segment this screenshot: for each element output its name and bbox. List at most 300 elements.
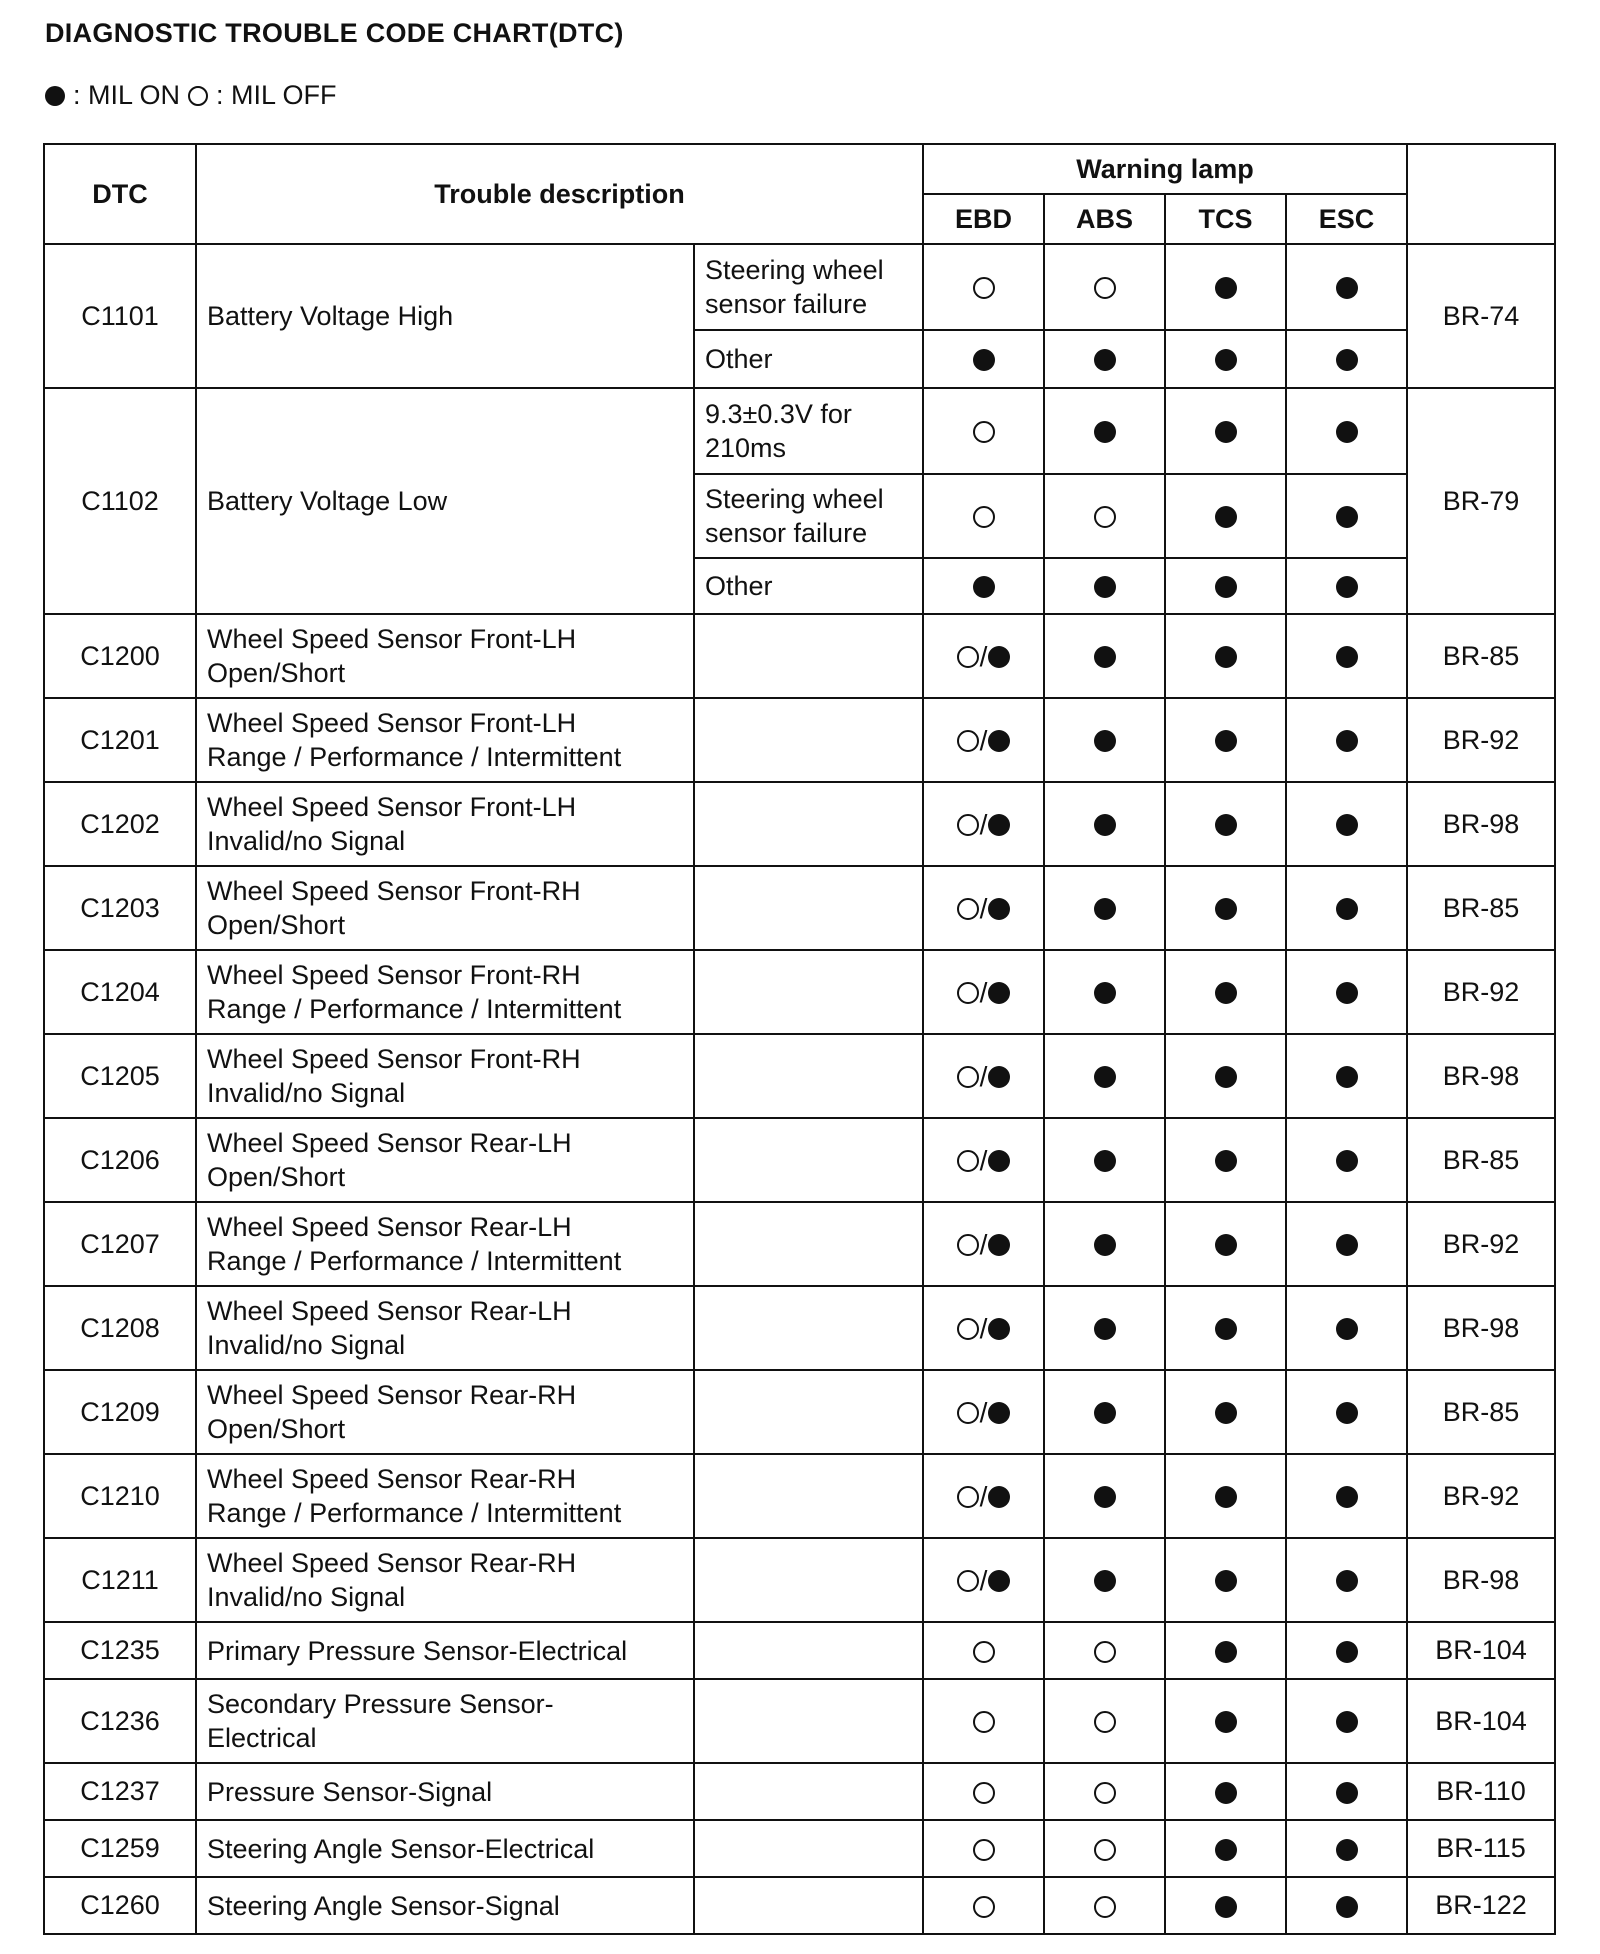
filled-circle-icon xyxy=(1094,730,1116,752)
lamp-cell-ebd xyxy=(923,614,1044,698)
description-line: Invalid/no Signal xyxy=(207,1582,406,1612)
page-reference: BR-98 xyxy=(1407,1286,1555,1370)
lamp-cell-tcs xyxy=(1165,474,1286,558)
lamp-status xyxy=(1215,1066,1237,1088)
lamp-status xyxy=(1215,1150,1237,1172)
lamp-cell-ebd xyxy=(923,1118,1044,1202)
lamp-status xyxy=(1215,1782,1237,1804)
trouble-description: Battery Voltage Low xyxy=(196,388,694,614)
lamp-cell-ebd xyxy=(923,698,1044,782)
lamp-status xyxy=(1094,1402,1116,1424)
filled-circle-icon xyxy=(988,1570,1010,1592)
lamp-cell-abs xyxy=(1044,1118,1165,1202)
lamp-cell-tcs xyxy=(1165,1679,1286,1763)
filled-circle-icon xyxy=(1094,1570,1116,1592)
trouble-condition xyxy=(694,1034,923,1118)
header-lamp-tcs: TCS xyxy=(1165,194,1286,244)
dtc-code: C1205 xyxy=(44,1034,196,1118)
lamp-status xyxy=(1336,814,1358,836)
page-reference: BR-110 xyxy=(1407,1763,1555,1820)
lamp-cell-abs xyxy=(1044,1370,1165,1454)
lamp-cell-ebd xyxy=(923,1454,1044,1538)
lamp-status xyxy=(1215,576,1237,598)
trouble-condition xyxy=(694,1370,923,1454)
filled-circle-icon xyxy=(988,1234,1010,1256)
description-line: Steering Angle Sensor-Electrical xyxy=(207,1833,595,1864)
lamp-cell-esc xyxy=(1286,1622,1407,1679)
trouble-condition: 9.3±0.3V for 210ms xyxy=(694,388,923,474)
legend-on-label: : MIL ON xyxy=(73,80,181,110)
filled-circle-icon xyxy=(1336,349,1358,371)
filled-circle-icon xyxy=(1215,898,1237,920)
lamp-status xyxy=(1094,1839,1116,1861)
page-reference: BR-104 xyxy=(1407,1679,1555,1763)
filled-circle-icon xyxy=(1336,277,1358,299)
lamp-status xyxy=(1094,982,1116,1004)
lamp-status xyxy=(1094,646,1116,668)
filled-circle-icon xyxy=(1094,421,1116,443)
lamp-status xyxy=(1336,421,1358,443)
lamp-cell-ebd xyxy=(923,1622,1044,1679)
lamp-cell-esc xyxy=(1286,866,1407,950)
table-row xyxy=(44,1538,1555,1622)
lamp-status xyxy=(1336,277,1358,299)
lamp-status xyxy=(1215,1839,1237,1861)
lamp-cell-esc xyxy=(1286,1286,1407,1370)
filled-circle-icon xyxy=(1336,1402,1358,1424)
table-row xyxy=(44,1286,1555,1370)
lamp-cell-esc xyxy=(1286,1538,1407,1622)
lamp-cell-ebd xyxy=(923,1877,1044,1934)
filled-circle-icon xyxy=(1094,1318,1116,1340)
description-line: Range / Performance / Intermittent xyxy=(207,994,622,1024)
filled-circle-icon xyxy=(1215,1402,1237,1424)
trouble-description xyxy=(196,1034,694,1118)
lamp-status xyxy=(1336,1570,1358,1592)
page-reference: BR-79 xyxy=(1407,388,1555,614)
table-row xyxy=(44,388,1555,474)
lamp-status xyxy=(1336,1066,1358,1088)
dtc-code: C1259 xyxy=(44,1820,196,1877)
trouble-description xyxy=(196,1622,694,1679)
lamp-cell-tcs xyxy=(1165,782,1286,866)
trouble-description: Battery Voltage High xyxy=(196,244,694,388)
trouble-condition xyxy=(694,1118,923,1202)
filled-circle-icon xyxy=(1215,982,1237,1004)
lamp-cell-tcs xyxy=(1165,388,1286,474)
filled-circle-icon xyxy=(1215,1150,1237,1172)
legend xyxy=(45,80,337,111)
lamp-cell-abs xyxy=(1044,244,1165,330)
lamp-status xyxy=(973,1896,995,1918)
lamp-cell-abs xyxy=(1044,1202,1165,1286)
open-circle-icon xyxy=(957,1570,979,1592)
slash-glyph: / xyxy=(979,1397,988,1429)
lamp-status xyxy=(1215,349,1237,371)
lamp-cell-tcs xyxy=(1165,614,1286,698)
lamp-cell-esc xyxy=(1286,1679,1407,1763)
lamp-cell-abs xyxy=(1044,866,1165,950)
page-reference: BR-74 xyxy=(1407,244,1555,388)
lamp-status xyxy=(1336,1641,1358,1663)
table-body xyxy=(44,244,1555,1934)
dtc-code: C1260 xyxy=(44,1877,196,1934)
description-line: Wheel Speed Sensor Rear-RH xyxy=(207,1380,577,1410)
trouble-condition xyxy=(694,1622,923,1679)
dtc-code: C1211 xyxy=(44,1538,196,1622)
filled-circle-icon xyxy=(1215,730,1237,752)
open-circle-icon xyxy=(973,1641,995,1663)
lamp-status xyxy=(1094,1486,1116,1508)
lamp-cell-esc xyxy=(1286,1118,1407,1202)
lamp-cell-tcs xyxy=(1165,1034,1286,1118)
page-reference: BR-92 xyxy=(1407,1454,1555,1538)
page-reference: BR-115 xyxy=(1407,1820,1555,1877)
description-line: Wheel Speed Sensor Rear-LH xyxy=(207,1128,572,1158)
trouble-condition xyxy=(694,1286,923,1370)
dtc-code: C1203 xyxy=(44,866,196,950)
lamp-cell-abs xyxy=(1044,1763,1165,1820)
lamp-cell-ebd xyxy=(923,1820,1044,1877)
table-row xyxy=(44,1454,1555,1538)
filled-circle-icon xyxy=(1336,1782,1358,1804)
trouble-condition xyxy=(694,866,923,950)
lamp-cell-tcs xyxy=(1165,1622,1286,1679)
open-circle-icon xyxy=(973,1839,995,1861)
lamp-status xyxy=(1094,1150,1116,1172)
open-circle-icon xyxy=(973,1782,995,1804)
description-line: Wheel Speed Sensor Rear-RH xyxy=(207,1548,577,1578)
filled-circle-icon xyxy=(1336,646,1358,668)
table-row xyxy=(44,1877,1555,1934)
filled-circle-icon xyxy=(1094,1066,1116,1088)
trouble-description xyxy=(196,1286,694,1370)
trouble-description xyxy=(196,614,694,698)
filled-circle-icon xyxy=(1336,982,1358,1004)
filled-circle-icon xyxy=(988,1150,1010,1172)
filled-circle-icon xyxy=(45,86,65,106)
open-circle-icon xyxy=(957,730,979,752)
dtc-code: C1237 xyxy=(44,1763,196,1820)
filled-circle-icon xyxy=(988,730,1010,752)
lamp-status xyxy=(1336,982,1358,1004)
open-circle-icon xyxy=(957,814,979,836)
lamp-status xyxy=(1336,1896,1358,1918)
filled-circle-icon xyxy=(1336,421,1358,443)
page-reference: BR-92 xyxy=(1407,1202,1555,1286)
description-line: Wheel Speed Sensor Rear-RH xyxy=(207,1464,577,1494)
filled-circle-icon xyxy=(988,898,1010,920)
lamp-cell-abs xyxy=(1044,1454,1165,1538)
filled-circle-icon xyxy=(1336,814,1358,836)
description-line: Steering Angle Sensor-Signal xyxy=(207,1890,560,1921)
lamp-status xyxy=(1336,1150,1358,1172)
open-slash-filled-icon xyxy=(957,1145,1011,1177)
lamp-cell-esc xyxy=(1286,388,1407,474)
lamp-status xyxy=(1094,814,1116,836)
open-circle-icon xyxy=(957,1486,979,1508)
lamp-cell-esc xyxy=(1286,1454,1407,1538)
lamp-cell-tcs xyxy=(1165,1118,1286,1202)
open-circle-icon xyxy=(957,898,979,920)
filled-circle-icon xyxy=(1336,576,1358,598)
filled-circle-icon xyxy=(1215,1711,1237,1733)
lamp-status xyxy=(1215,730,1237,752)
filled-circle-icon xyxy=(1215,506,1237,528)
slash-glyph: / xyxy=(979,1061,988,1093)
filled-circle-icon xyxy=(1336,898,1358,920)
page-reference: BR-85 xyxy=(1407,614,1555,698)
description-line: Open/Short xyxy=(207,1162,346,1192)
trouble-description xyxy=(196,1763,694,1820)
page-reference: BR-98 xyxy=(1407,782,1555,866)
dtc-code: C1235 xyxy=(44,1622,196,1679)
trouble-condition xyxy=(694,1679,923,1763)
lamp-cell-ebd xyxy=(923,1034,1044,1118)
filled-circle-icon xyxy=(1336,506,1358,528)
filled-circle-icon xyxy=(1336,1318,1358,1340)
lamp-status xyxy=(1336,1711,1358,1733)
lamp-status xyxy=(973,1782,995,1804)
description-line: Range / Performance / Intermittent xyxy=(207,1498,622,1528)
lamp-cell-ebd xyxy=(923,1286,1044,1370)
lamp-cell-ebd xyxy=(923,1202,1044,1286)
description-line: Wheel Speed Sensor Front-LH xyxy=(207,792,577,822)
filled-circle-icon xyxy=(988,1066,1010,1088)
filled-circle-icon xyxy=(1094,349,1116,371)
open-circle-icon xyxy=(957,982,979,1004)
description-line: Wheel Speed Sensor Rear-LH xyxy=(207,1212,572,1242)
lamp-status xyxy=(1336,349,1358,371)
open-circle-icon xyxy=(1094,506,1116,528)
table-row xyxy=(44,1763,1555,1820)
filled-circle-icon xyxy=(1336,1066,1358,1088)
trouble-condition xyxy=(694,1820,923,1877)
open-circle-icon xyxy=(957,1150,979,1172)
open-slash-filled-icon xyxy=(957,1481,1011,1513)
filled-circle-icon xyxy=(1215,1896,1237,1918)
trouble-condition: Steering wheel sensor failure xyxy=(694,474,923,558)
dtc-code: C1207 xyxy=(44,1202,196,1286)
description-line: Wheel Speed Sensor Front-RH xyxy=(207,876,581,906)
lamp-cell-esc xyxy=(1286,330,1407,388)
lamp-cell-esc xyxy=(1286,1034,1407,1118)
lamp-status xyxy=(973,1839,995,1861)
slash-glyph: / xyxy=(979,977,988,1009)
legend-off-label: : MIL OFF xyxy=(216,80,337,110)
filled-circle-icon xyxy=(988,1486,1010,1508)
page-reference: BR-98 xyxy=(1407,1034,1555,1118)
trouble-condition xyxy=(694,950,923,1034)
lamp-cell-ebd xyxy=(923,1679,1044,1763)
description-line: Invalid/no Signal xyxy=(207,1330,406,1360)
table-row xyxy=(44,1202,1555,1286)
header-warning-lamp: Warning lamp xyxy=(923,144,1407,194)
lamp-cell-abs xyxy=(1044,474,1165,558)
open-circle-icon xyxy=(1094,1641,1116,1663)
lamp-status xyxy=(1336,576,1358,598)
lamp-cell-tcs xyxy=(1165,558,1286,614)
filled-circle-icon xyxy=(1215,1318,1237,1340)
lamp-status xyxy=(1215,506,1237,528)
filled-circle-icon xyxy=(1336,730,1358,752)
dtc-code: C1201 xyxy=(44,698,196,782)
trouble-condition xyxy=(694,782,923,866)
lamp-cell-tcs xyxy=(1165,1538,1286,1622)
dtc-code: C1102 xyxy=(44,388,196,614)
filled-circle-icon xyxy=(1094,982,1116,1004)
trouble-condition xyxy=(694,1877,923,1934)
lamp-status xyxy=(1094,349,1116,371)
lamp-status xyxy=(1094,898,1116,920)
filled-circle-icon xyxy=(973,576,995,598)
lamp-status xyxy=(1336,1486,1358,1508)
open-circle-icon xyxy=(188,86,208,106)
lamp-cell-esc xyxy=(1286,1370,1407,1454)
lamp-cell-ebd xyxy=(923,866,1044,950)
open-slash-filled-icon xyxy=(957,809,1011,841)
description-line: Wheel Speed Sensor Front-RH xyxy=(207,1044,581,1074)
lamp-cell-esc xyxy=(1286,1877,1407,1934)
lamp-status xyxy=(973,1641,995,1663)
filled-circle-icon xyxy=(1336,1711,1358,1733)
lamp-cell-tcs xyxy=(1165,698,1286,782)
open-circle-icon xyxy=(973,506,995,528)
table-row xyxy=(44,1622,1555,1679)
description-line: Wheel Speed Sensor Front-LH xyxy=(207,624,577,654)
trouble-condition: Other xyxy=(694,330,923,388)
description-line: Wheel Speed Sensor Rear-LH xyxy=(207,1296,572,1326)
lamp-status xyxy=(973,277,995,299)
trouble-condition xyxy=(694,1538,923,1622)
description-line: Wheel Speed Sensor Front-LH xyxy=(207,708,577,738)
filled-circle-icon xyxy=(1094,898,1116,920)
description-line: Primary Pressure Sensor-Electrical xyxy=(207,1635,628,1666)
slash-glyph: / xyxy=(979,641,988,673)
slash-glyph: / xyxy=(979,1481,988,1513)
filled-circle-icon xyxy=(1215,1234,1237,1256)
lamp-status xyxy=(1094,1896,1116,1918)
page-reference: BR-85 xyxy=(1407,1370,1555,1454)
header-lamp-ebd: EBD xyxy=(923,194,1044,244)
lamp-cell-esc xyxy=(1286,558,1407,614)
page-reference: BR-92 xyxy=(1407,950,1555,1034)
filled-circle-icon xyxy=(1336,1234,1358,1256)
filled-circle-icon xyxy=(1215,1782,1237,1804)
header-dtc: DTC xyxy=(44,144,196,244)
lamp-status xyxy=(1094,1066,1116,1088)
lamp-status xyxy=(1215,1402,1237,1424)
page-reference: BR-85 xyxy=(1407,866,1555,950)
lamp-status xyxy=(1336,506,1358,528)
description-line: Open/Short xyxy=(207,910,346,940)
open-circle-icon xyxy=(973,421,995,443)
filled-circle-icon xyxy=(1094,1150,1116,1172)
lamp-status xyxy=(1215,898,1237,920)
filled-circle-icon xyxy=(1336,1570,1358,1592)
trouble-description xyxy=(196,1202,694,1286)
lamp-cell-esc xyxy=(1286,614,1407,698)
slash-glyph: / xyxy=(979,1229,988,1261)
trouble-description xyxy=(196,1820,694,1877)
trouble-description xyxy=(196,1538,694,1622)
lamp-cell-abs xyxy=(1044,558,1165,614)
open-circle-icon xyxy=(973,1711,995,1733)
lamp-cell-ebd xyxy=(923,1538,1044,1622)
trouble-description xyxy=(196,1370,694,1454)
trouble-condition xyxy=(694,1202,923,1286)
trouble-condition xyxy=(694,1454,923,1538)
lamp-cell-ebd xyxy=(923,950,1044,1034)
trouble-description xyxy=(196,1877,694,1934)
trouble-description xyxy=(196,782,694,866)
dtc-code: C1210 xyxy=(44,1454,196,1538)
lamp-cell-ebd xyxy=(923,388,1044,474)
lamp-cell-abs xyxy=(1044,1820,1165,1877)
lamp-cell-abs xyxy=(1044,1034,1165,1118)
table-row xyxy=(44,950,1555,1034)
open-circle-icon xyxy=(973,277,995,299)
filled-circle-icon xyxy=(1336,1896,1358,1918)
open-slash-filled-icon xyxy=(957,1061,1011,1093)
lamp-cell-abs xyxy=(1044,1538,1165,1622)
filled-circle-icon xyxy=(988,1402,1010,1424)
table-row xyxy=(44,782,1555,866)
lamp-cell-esc xyxy=(1286,1820,1407,1877)
filled-circle-icon xyxy=(1215,1839,1237,1861)
lamp-cell-ebd xyxy=(923,782,1044,866)
open-slash-filled-icon xyxy=(957,725,1011,757)
page-reference: BR-92 xyxy=(1407,698,1555,782)
lamp-status xyxy=(1215,1570,1237,1592)
table-row xyxy=(44,244,1555,330)
filled-circle-icon xyxy=(1094,814,1116,836)
table-row xyxy=(44,1679,1555,1763)
dtc-code: C1101 xyxy=(44,244,196,388)
dtc-code: C1208 xyxy=(44,1286,196,1370)
lamp-status xyxy=(1336,730,1358,752)
lamp-cell-tcs xyxy=(1165,1202,1286,1286)
slash-glyph: / xyxy=(979,893,988,925)
table-row xyxy=(44,1370,1555,1454)
description-line: Open/Short xyxy=(207,658,346,688)
lamp-status xyxy=(1094,730,1116,752)
lamp-status xyxy=(1094,1782,1116,1804)
lamp-status xyxy=(1094,506,1116,528)
lamp-status xyxy=(973,349,995,371)
open-circle-icon xyxy=(1094,1896,1116,1918)
lamp-cell-ebd xyxy=(923,1763,1044,1820)
filled-circle-icon xyxy=(988,814,1010,836)
description-line: Range / Performance / Intermittent xyxy=(207,742,622,772)
lamp-cell-ebd xyxy=(923,330,1044,388)
table-row xyxy=(44,698,1555,782)
lamp-status xyxy=(1336,1234,1358,1256)
description-line: Range / Performance / Intermittent xyxy=(207,1246,622,1276)
open-circle-icon xyxy=(957,1066,979,1088)
lamp-cell-abs xyxy=(1044,614,1165,698)
lamp-status xyxy=(1336,1318,1358,1340)
lamp-cell-tcs xyxy=(1165,1454,1286,1538)
open-slash-filled-icon xyxy=(957,1313,1011,1345)
lamp-cell-abs xyxy=(1044,1877,1165,1934)
page-reference: BR-98 xyxy=(1407,1538,1555,1622)
description-line: Invalid/no Signal xyxy=(207,826,406,856)
filled-circle-icon xyxy=(1215,1066,1237,1088)
header-reference xyxy=(1407,144,1555,244)
dtc-code: C1200 xyxy=(44,614,196,698)
description-line: Open/Short xyxy=(207,1414,346,1444)
